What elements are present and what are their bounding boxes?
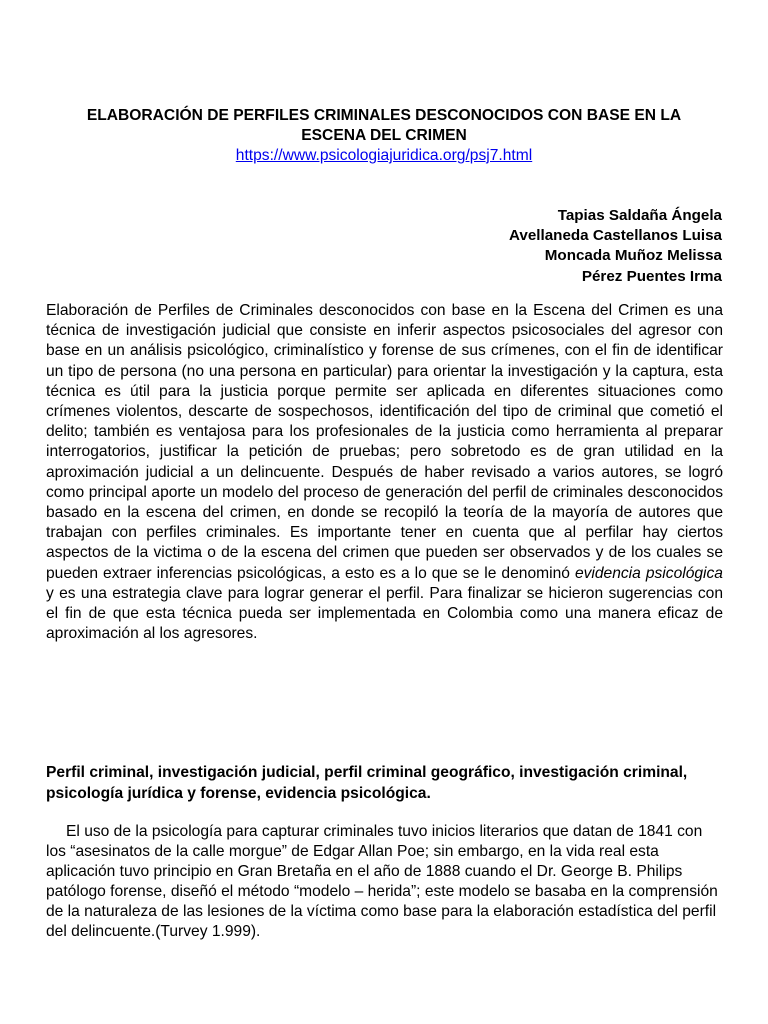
document-title <box>46 106 722 146</box>
source-link[interactable]: https://www.psicologiajuridica.org/psj7.html <box>235 147 533 164</box>
abstract-text-part1: Elaboración de Perfiles de Criminales desconocidos con base en la Escena del Crimen es una técnica de investigación judicial que consiste en inferir aspectos psicosociales del agresor con base en un análisis psicológico, criminalístico y forense de sus crímenes, con el fin de identificar un tipo de persona (no una persona en particular) para orientar la investigación y la captura, esta técnica es útil para la justicia porque permite ser aplicada en diferentes situaciones como crímenes violentos, descarte de sospechosos, identificación del tipo de criminal que cometió el delito; también es ventajosa para los profesionales de la justicia como herramienta al preparar interrogatorios, justificar la petición de pruebas; pero sobretodo es de gran utilidad en la aproximación judicial a un delincuente. Después de haber revisado a varios autores, se logró como principal aporte un modelo del proceso de generación del perfil de criminales desconocidos basado en la escena del crimen, en donde se recopiló la teoría de la mayoría de autores que trabajan con perfiles criminales. Es importante tener en cuenta que al perfilar hay ciertos aspectos de la victima o de la escena del crimen que pueden ser observados y de los cuales se pueden extraer inferencias psicológicas, a esto es a lo que se le denominó <box>46 302 723 582</box>
author-list <box>509 206 722 287</box>
author-name: Avellaneda Castellanos Luisa <box>509 227 722 245</box>
author-name: Moncada Muñoz Melissa <box>544 247 722 265</box>
author-name: Pérez Puentes Irma <box>581 267 722 285</box>
abstract-italic-term: evidencia psicológica <box>574 564 723 582</box>
abstract-text-part2: y es una estrategia clave para lograr generar el perfil. Para finalizar se hicieron sugerencias con el fin de que esta técnica pueda ser implementada en Colombia como una manera eficaz de aproximación al los agresores. <box>46 584 723 643</box>
body-paragraph: El uso de la psicología para capturar criminales tuvo inicios literarios que datan de 1841 con los “asesinatos de la calle morgue” de Edgar Allan Poe; sin embargo, en la vida real esta aplicación tuvo principio en Gran Bretaña en el año de 1888 cuando el Dr. George B. Philips patólogo forense, diseñó el método “modelo – herida”; este modelo se basaba en la comprensión de la naturaleza de las lesiones de la víctima como base para la elaboración estadística del perfil del delincuente.(Turvey 1.999). <box>46 823 718 940</box>
document-title-line1: ELABORACIÓN DE PERFILES CRIMINALES DESCONOCIDOS CON BASE EN LA <box>86 107 682 124</box>
abstract-paragraph <box>46 301 723 644</box>
author-name: Tapias Saldaña Ángela <box>557 207 722 224</box>
keywords-paragraph: Perfil criminal, investigación judicial, perfil criminal geográfico, investigación criminal, psicología jurídica y forense, evidencia psicológica. <box>46 764 688 802</box>
document-title-line2: ESCENA DEL CRIMEN <box>301 127 467 144</box>
